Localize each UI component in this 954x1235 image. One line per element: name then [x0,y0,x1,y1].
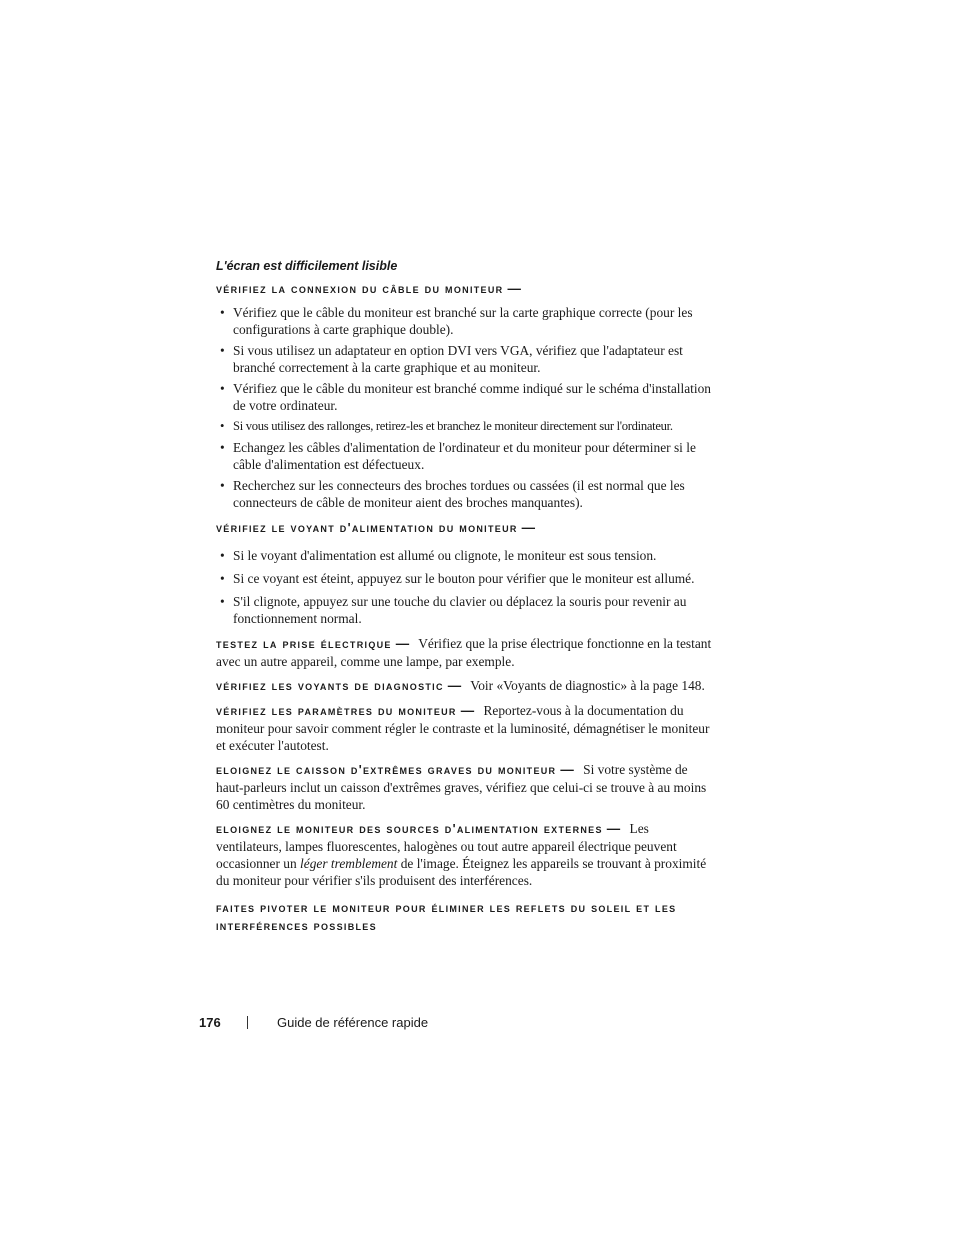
subwoofer-paragraph [216,761,716,813]
rotate-heading-text: faites pivoter le moniteur pour éliminer les reflets du soleil et les interférences possibles [216,901,677,933]
subwoofer-heading: eloignez le caisson d'extrêmes graves du moniteur [216,763,557,777]
diagnostic-lights-text: Voir «Voyants de diagnostic» à la page 148. [470,678,705,693]
external-sources-text-after: de l'image. Éteignez les appareils se trouvant à proximité du moniteur pour vérifier s'ils produisent des interférences. [216,856,707,888]
external-sources-text-before: Les ventilateurs, lampes fluorescentes, halogènes ou tout autre appareil électrique peuvent occasionner un [216,821,677,871]
page-content [216,258,716,941]
external-sources-emphasis: léger tremblement [300,856,398,871]
em-dash: — [507,281,521,296]
bullet-icon: • [220,419,225,433]
list-item [216,380,716,414]
bullet-icon: • [220,305,225,320]
list-item-text: Si ce voyant est éteint, appuyez sur le bouton pour vérifier que le moniteur est allumé. [233,571,695,586]
test-outlet-heading: testez la prise électrique [216,637,392,651]
section-title: L'écran est difficilement lisible [216,259,398,273]
em-dash: — [560,762,574,777]
list-item-text: Echangez les câbles d'alimentation de l'ordinateur et du moniteur pour déterminer si le câble d'alimentation est défectueux. [233,440,696,472]
bullet-icon: • [220,548,225,563]
em-dash: — [460,703,475,718]
power-light-heading [216,519,716,537]
page-number: 176 [199,1015,221,1030]
em-dash: — [606,821,621,836]
list-item-text: Recherchez sur les connecteurs des broches tordues ou cassées (il est normal que les connecteurs de câble de moniteur aient des broches manquantes). [233,478,685,510]
footer-title: Guide de référence rapide [277,1015,429,1030]
list-item-text: Si le voyant d'alimentation est allumé ou clignote, le moniteur est sous tension. [233,548,657,563]
monitor-settings-paragraph [216,702,716,754]
check-cable-heading-text: vérifiez la connexion du câble du moniteur [216,282,504,296]
em-dash: — [447,678,462,693]
list-item [216,593,716,627]
external-sources-paragraph [216,820,716,889]
bullet-icon: • [220,478,225,493]
list-item-text: Si vous utilisez des rallonges, retirez-les et branchez le moniteur directement sur l'ordinateur. [233,419,673,433]
list-item-text: Vérifiez que le câble du moniteur est branché sur la carte graphique correcte (pour les configurations à carte graphique double). [233,305,693,337]
diagnostic-lights-heading: vérifiez les voyants de diagnostic [216,679,444,693]
monitor-settings-heading: vérifiez les paramètres du moniteur [216,704,457,718]
rotate-heading [216,899,716,935]
bullet-icon: • [220,594,225,609]
list-item-text: Si vous utilisez un adaptateur en option DVI vers VGA, vérifiez que l'adaptateur est branché correctement à la carte graphique et au moniteur. [233,343,683,375]
subwoofer-text: Si votre système de haut-parleurs inclut un caisson d'extrêmes graves, vérifiez que celui-ci se trouve à au moins 60 centimètres du moniteur. [216,762,707,812]
diagnostic-lights-paragraph [216,677,716,695]
list-item [216,439,716,473]
list-item [216,477,716,511]
test-outlet-paragraph [216,635,716,670]
bullet-icon: • [220,440,225,455]
check-cable-heading [216,280,716,298]
list-item [216,418,716,435]
bullet-icon: • [220,381,225,396]
page-footer [199,1015,428,1030]
check-cable-list [216,304,716,511]
footer-separator [247,1016,248,1029]
test-outlet-text: Vérifiez que la prise électrique fonctionne en la testant avec un autre appareil, comme une lampe, par exemple. [216,636,712,669]
list-item-text: S'il clignote, appuyez sur une touche du clavier ou déplacez la souris pour revenir au fonctionnement normal. [233,594,687,626]
bullet-icon: • [220,571,225,586]
list-item [216,570,716,587]
external-sources-heading: eloignez le moniteur des sources d'alimentation externes [216,822,603,836]
bullet-icon: • [220,343,225,358]
list-item [216,342,716,376]
power-light-heading-text: vérifiez le voyant d'alimentation du moniteur [216,521,518,535]
list-item [216,304,716,338]
list-item-text: Vérifiez que le câble du moniteur est branché comme indiqué sur le schéma d'installation de votre ordinateur. [233,381,711,413]
list-item [216,547,716,564]
power-light-list [216,547,716,627]
em-dash: — [521,520,536,535]
em-dash: — [395,636,410,651]
monitor-settings-text: Reportez-vous à la documentation du moniteur pour savoir comment régler le contraste et la luminosité, démagnétiser le moniteur et exécuter l'autotest. [216,703,710,753]
